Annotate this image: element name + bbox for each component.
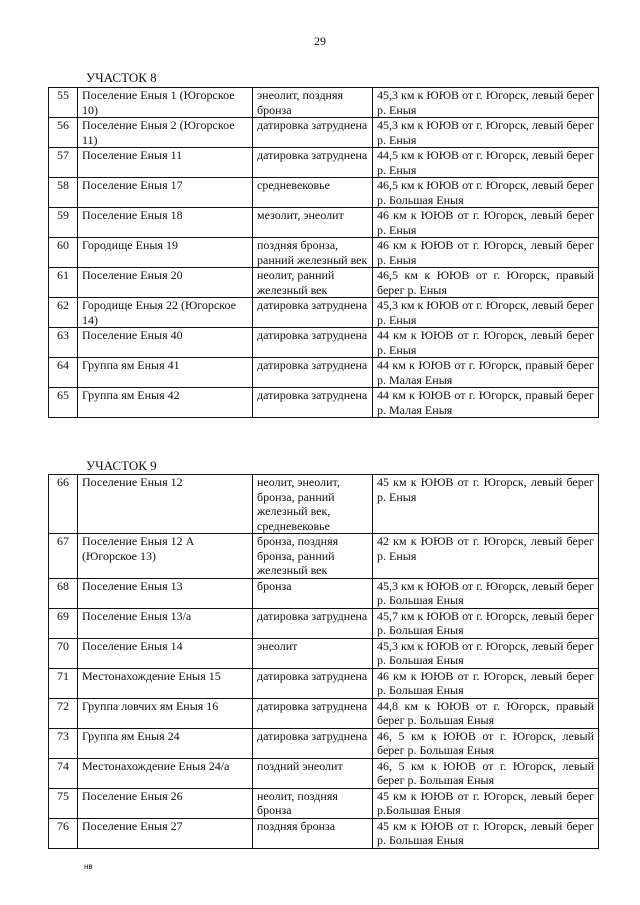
site-location: 44,8 км к ЮЮВ от г. Югорск, правый берег р. Большая Еныя xyxy=(373,698,599,728)
row-number: 55 xyxy=(49,88,78,118)
table-row xyxy=(49,758,599,788)
site-name: Поселение Еныя 1 (Югорское 10) xyxy=(78,88,253,118)
row-number: 57 xyxy=(49,148,78,178)
table-section-8 xyxy=(48,87,599,418)
table-row xyxy=(49,298,599,328)
site-location: 44 км к ЮЮВ от г. Югорск, правый берег р. Малая Еныя xyxy=(373,358,599,388)
site-name: Группа ловчих ям Еныя 16 xyxy=(78,698,253,728)
site-dating: поздняя бронза xyxy=(253,818,373,848)
site-location: 45 км к ЮЮВ от г. Югорск, левый берег р. Большая Еныя xyxy=(373,818,599,848)
site-name: Поселение Еныя 40 xyxy=(78,328,253,358)
section-title-8: УЧАСТОК 8 xyxy=(86,70,157,85)
site-location: 42 км к ЮЮВ от г. Югорск, левый берег р. Еныя xyxy=(373,534,599,579)
site-dating: датировка затруднена xyxy=(253,298,373,328)
site-name: Городище Еныя 19 xyxy=(78,238,253,268)
row-number: 66 xyxy=(49,475,78,534)
site-name: Поселение Еныя 11 xyxy=(78,148,253,178)
row-number: 62 xyxy=(49,298,78,328)
table-row xyxy=(49,328,599,358)
site-name: Поселение Еныя 17 xyxy=(78,178,253,208)
site-name: Поселение Еныя 18 xyxy=(78,208,253,238)
table-row xyxy=(49,208,599,238)
site-location: 45,3 км к ЮЮВ от г. Югорск, левый берег р. Большая Еныя xyxy=(373,638,599,668)
site-name: Поселение Еныя 20 xyxy=(78,268,253,298)
site-dating: датировка затруднена xyxy=(253,668,373,698)
site-name: Поселение Еныя 26 xyxy=(78,788,253,818)
row-number: 61 xyxy=(49,268,78,298)
site-name: Поселение Еныя 13 xyxy=(78,578,253,608)
site-dating: неолит, ранний железный век xyxy=(253,268,373,298)
site-dating: датировка затруднена xyxy=(253,118,373,148)
row-number: 71 xyxy=(49,668,78,698)
table-row xyxy=(49,728,599,758)
site-dating: средневековье xyxy=(253,178,373,208)
site-dating: датировка затруднена xyxy=(253,148,373,178)
table-section-9 xyxy=(48,474,599,849)
site-dating: неолит, поздняя бронза xyxy=(253,788,373,818)
site-dating: бронза xyxy=(253,578,373,608)
row-number: 64 xyxy=(49,358,78,388)
table-row xyxy=(49,268,599,298)
site-name: Местонахождение Еныя 15 xyxy=(78,668,253,698)
row-number: 72 xyxy=(49,698,78,728)
table-row xyxy=(49,608,599,638)
site-location: 45,3 км к ЮЮВ от г. Югорск, левый берег р. Еныя xyxy=(373,298,599,328)
row-number: 69 xyxy=(49,608,78,638)
row-number: 65 xyxy=(49,388,78,418)
site-location: 45,3 км к ЮЮВ от г. Югорск, левый берег р. Большая Еныя xyxy=(373,578,599,608)
site-name: Поселение Еныя 12 А (Югорское 13) xyxy=(78,534,253,579)
site-location: 46 км к ЮЮВ от г. Югорск, левый берег р. Большая Еныя xyxy=(373,668,599,698)
site-dating: датировка затруднена xyxy=(253,358,373,388)
site-name: Группа ям Еныя 24 xyxy=(78,728,253,758)
site-location: 45,7 км к ЮЮВ от г. Югорск, левый берег р. Большая Еныя xyxy=(373,608,599,638)
site-location: 46 км к ЮЮВ от г. Югорск, левый берег р. Еныя xyxy=(373,208,599,238)
site-location: 46, 5 км к ЮЮВ от г. Югорск, левый берег р. Большая Еныя xyxy=(373,728,599,758)
site-name: Поселение Еныя 13/а xyxy=(78,608,253,638)
site-location: 45 км к ЮЮВ от г. Югорск, левый берег р. Еныя xyxy=(373,475,599,534)
site-dating: неолит, энеолит, бронза, ранний железный век, средневековье xyxy=(253,475,373,534)
site-name: Поселение Еныя 27 xyxy=(78,818,253,848)
footer-mark: нв xyxy=(84,862,93,871)
table-row xyxy=(49,534,599,579)
site-name: Группа ям Еныя 42 xyxy=(78,388,253,418)
site-location: 44 км к ЮЮВ от г. Югорск, левый берег р. Еныя xyxy=(373,328,599,358)
table-row xyxy=(49,388,599,418)
row-number: 70 xyxy=(49,638,78,668)
table-row xyxy=(49,475,599,534)
site-dating: энеолит xyxy=(253,638,373,668)
row-number: 56 xyxy=(49,118,78,148)
table-row xyxy=(49,238,599,268)
site-dating: бронза, поздняя бронза, ранний железный век xyxy=(253,534,373,579)
site-dating: датировка затруднена xyxy=(253,698,373,728)
site-location: 44 км к ЮЮВ от г. Югорск, правый берег р. Малая Еныя xyxy=(373,388,599,418)
site-location: 45,3 км к ЮЮВ от г. Югорск, левый берег р. Еныя xyxy=(373,88,599,118)
site-name: Поселение Еныя 12 xyxy=(78,475,253,534)
table-row xyxy=(49,118,599,148)
table-row xyxy=(49,638,599,668)
site-location: 46, 5 км к ЮЮВ от г. Югорск, левый берег р. Большая Еныя xyxy=(373,758,599,788)
table-row xyxy=(49,818,599,848)
site-dating: датировка затруднена xyxy=(253,328,373,358)
table-row xyxy=(49,788,599,818)
site-location: 46 км к ЮЮВ от г. Югорск, левый берег р. Еныя xyxy=(373,238,599,268)
site-name: Поселение Еныя 14 xyxy=(78,638,253,668)
site-dating: поздняя бронза, ранний железный век xyxy=(253,238,373,268)
site-location: 45 км к ЮЮВ от г. Югорск, левый берег р.Большая Еныя xyxy=(373,788,599,818)
site-name: Местонахождение Еныя 24/а xyxy=(78,758,253,788)
table-row xyxy=(49,148,599,178)
row-number: 73 xyxy=(49,728,78,758)
site-dating: энеолит, поздняя бронза xyxy=(253,88,373,118)
row-number: 58 xyxy=(49,178,78,208)
site-location: 44,5 км к ЮЮВ от г. Югорск, левый берег р. Еныя xyxy=(373,148,599,178)
site-dating: поздний энеолит xyxy=(253,758,373,788)
row-number: 60 xyxy=(49,238,78,268)
site-location: 45,3 км к ЮЮВ от г. Югорск, левый берег р. Еныя xyxy=(373,118,599,148)
page-number: 29 xyxy=(314,34,326,48)
site-location: 46,5 км к ЮЮВ от г. Югорск, правый берег р. Еныя xyxy=(373,268,599,298)
table-row xyxy=(49,178,599,208)
site-dating: мезолит, энеолит xyxy=(253,208,373,238)
site-name: Поселение Еныя 2 (Югорское 11) xyxy=(78,118,253,148)
table-row xyxy=(49,578,599,608)
site-location: 46,5 км к ЮЮВ от г. Югорск, левый берег р. Большая Еныя xyxy=(373,178,599,208)
table-row xyxy=(49,668,599,698)
row-number: 68 xyxy=(49,578,78,608)
table-row xyxy=(49,88,599,118)
row-number: 76 xyxy=(49,818,78,848)
row-number: 59 xyxy=(49,208,78,238)
table-row xyxy=(49,358,599,388)
row-number: 75 xyxy=(49,788,78,818)
site-dating: датировка затруднена xyxy=(253,728,373,758)
section-title-9: УЧАСТОК 9 xyxy=(86,458,157,473)
site-name: Группа ям Еныя 41 xyxy=(78,358,253,388)
site-name: Городище Еныя 22 (Югорское 14) xyxy=(78,298,253,328)
row-number: 67 xyxy=(49,534,78,579)
site-dating: датировка затруднена xyxy=(253,388,373,418)
site-dating: датировка затруднена xyxy=(253,608,373,638)
row-number: 74 xyxy=(49,758,78,788)
table-row xyxy=(49,698,599,728)
row-number: 63 xyxy=(49,328,78,358)
